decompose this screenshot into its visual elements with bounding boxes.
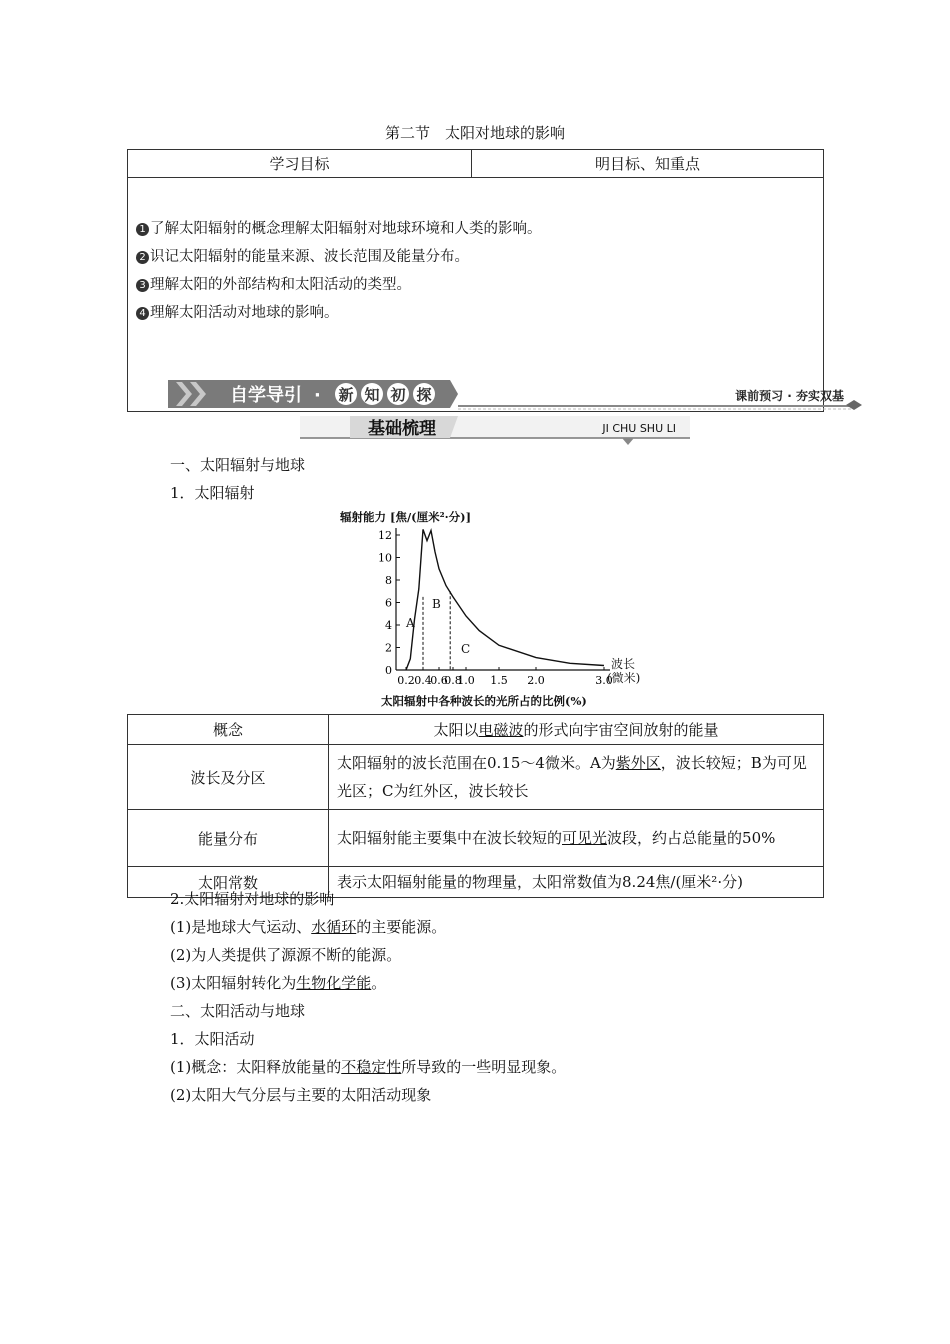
subsection-title: 基础梳理 xyxy=(368,419,436,439)
number-badge: 4 xyxy=(136,307,149,320)
subsection-pinyin: JI CHU SHU LI xyxy=(602,422,676,435)
banner-right-text: 课前预习 · 夯实双基 xyxy=(735,389,844,403)
concept-value: 太阳辐射的波长范围在0.15～4微米。A为紫外区，波长较短；B为可见光区；C为红外区，波长较长 xyxy=(329,745,824,810)
goal-item: 4 理解太阳活动对地球的影响。 xyxy=(128,299,823,327)
goals-header-right: 明目标、知重点 xyxy=(472,150,824,178)
section-banner xyxy=(168,378,868,410)
number-badge: 1 xyxy=(136,223,149,236)
y-tick-label: 12 xyxy=(378,529,392,542)
y-tick-label: 0 xyxy=(385,664,392,677)
concept-value: 太阳以电磁波的形式向宇宙空间放射的能量 xyxy=(329,715,824,745)
section-heading: 二、太阳活动与地球 xyxy=(170,1002,306,1020)
chart-xlabel-2: (微米) xyxy=(607,671,641,685)
goals-table xyxy=(127,149,824,412)
x-tick-label: 1.5 xyxy=(490,674,508,687)
x-tick-label: 2.0 xyxy=(527,674,545,687)
x-tick-label: 0.6 xyxy=(430,674,448,687)
concept-key: 能量分布 xyxy=(128,810,329,867)
text-line: (1)概念：太阳释放能量的不稳定性所导致的一些明显现象。 xyxy=(170,1058,567,1076)
text-line: 2.太阳辐射对地球的影响 xyxy=(170,890,335,908)
subheading: 1．太阳活动 xyxy=(170,1030,255,1048)
chart-ylabel: 辐射能力 [焦/(厘米²·分)] xyxy=(340,510,472,524)
y-tick-label: 6 xyxy=(385,596,392,610)
chart-caption: 太阳辐射中各种波长的光所占的比例(%) xyxy=(381,694,587,708)
y-tick-label: 8 xyxy=(385,574,392,587)
svg-text:·: · xyxy=(314,385,321,406)
banner-char: 知 xyxy=(364,386,380,404)
concept-key: 波长及分区 xyxy=(128,745,329,810)
concept-value: 太阳辐射能主要集中在波长较短的可见光波段，约占总能量的50% xyxy=(329,810,824,867)
banner-char: 初 xyxy=(390,386,406,404)
section-heading: 一、太阳辐射与地球 xyxy=(170,456,306,474)
concept-key: 太阳常数 xyxy=(128,867,329,898)
radiation-chart xyxy=(335,505,641,710)
text-line: (1)是地球大气运动、水循环的主要能源。 xyxy=(170,918,447,936)
chart-xlabel-1: 波长 xyxy=(611,657,636,671)
concept-key: 概念 xyxy=(128,715,329,745)
banner-left-text: 自学导引 xyxy=(230,385,302,406)
subsection-banner xyxy=(300,416,690,446)
region-label-b: B xyxy=(432,597,441,611)
x-tick-label: 0.4 xyxy=(414,674,432,687)
number-badge: 3 xyxy=(136,279,149,292)
y-tick-label: 2 xyxy=(385,641,392,655)
x-tick-label: 0.2 xyxy=(397,674,415,687)
banner-char: 新 xyxy=(338,386,354,404)
goal-item: 1 了解太阳辐射的概念理解太阳辐射对地球环境和人类的影响。 xyxy=(128,215,823,243)
subheading: 1．太阳辐射 xyxy=(170,484,255,502)
goals-header-left: 学习目标 xyxy=(128,150,472,178)
x-tick-label: 0.8 xyxy=(444,674,462,687)
text-line: (2)为人类提供了源源不断的能源。 xyxy=(170,946,402,964)
number-badge: 2 xyxy=(136,251,149,264)
goal-item: 2 识记太阳辐射的能量来源、波长范围及能量分布。 xyxy=(128,243,823,271)
region-label-a: A xyxy=(406,616,415,630)
region-label-c: C xyxy=(461,642,471,656)
text-line: (2)太阳大气分层与主要的太阳活动现象 xyxy=(170,1086,432,1104)
text-line: (3)太阳辐射转化为生物化学能。 xyxy=(170,974,387,992)
arrow-down-icon xyxy=(622,438,634,445)
y-tick-label: 4 xyxy=(385,619,392,632)
x-tick-label: 3.0 xyxy=(595,674,613,687)
concept-value: 表示太阳辐射能量的物理量，太阳常数值为8.24焦/(厘米²·分) xyxy=(329,867,824,898)
y-tick-label: 10 xyxy=(378,551,392,565)
concept-table xyxy=(127,714,824,898)
page-title: 第二节 太阳对地球的影响 xyxy=(384,124,565,142)
goal-item: 3 理解太阳的外部结构和太阳活动的类型。 xyxy=(128,271,823,299)
goals-body xyxy=(128,178,824,412)
x-tick-label: 1.0 xyxy=(457,674,475,687)
banner-char: 探 xyxy=(416,386,432,404)
